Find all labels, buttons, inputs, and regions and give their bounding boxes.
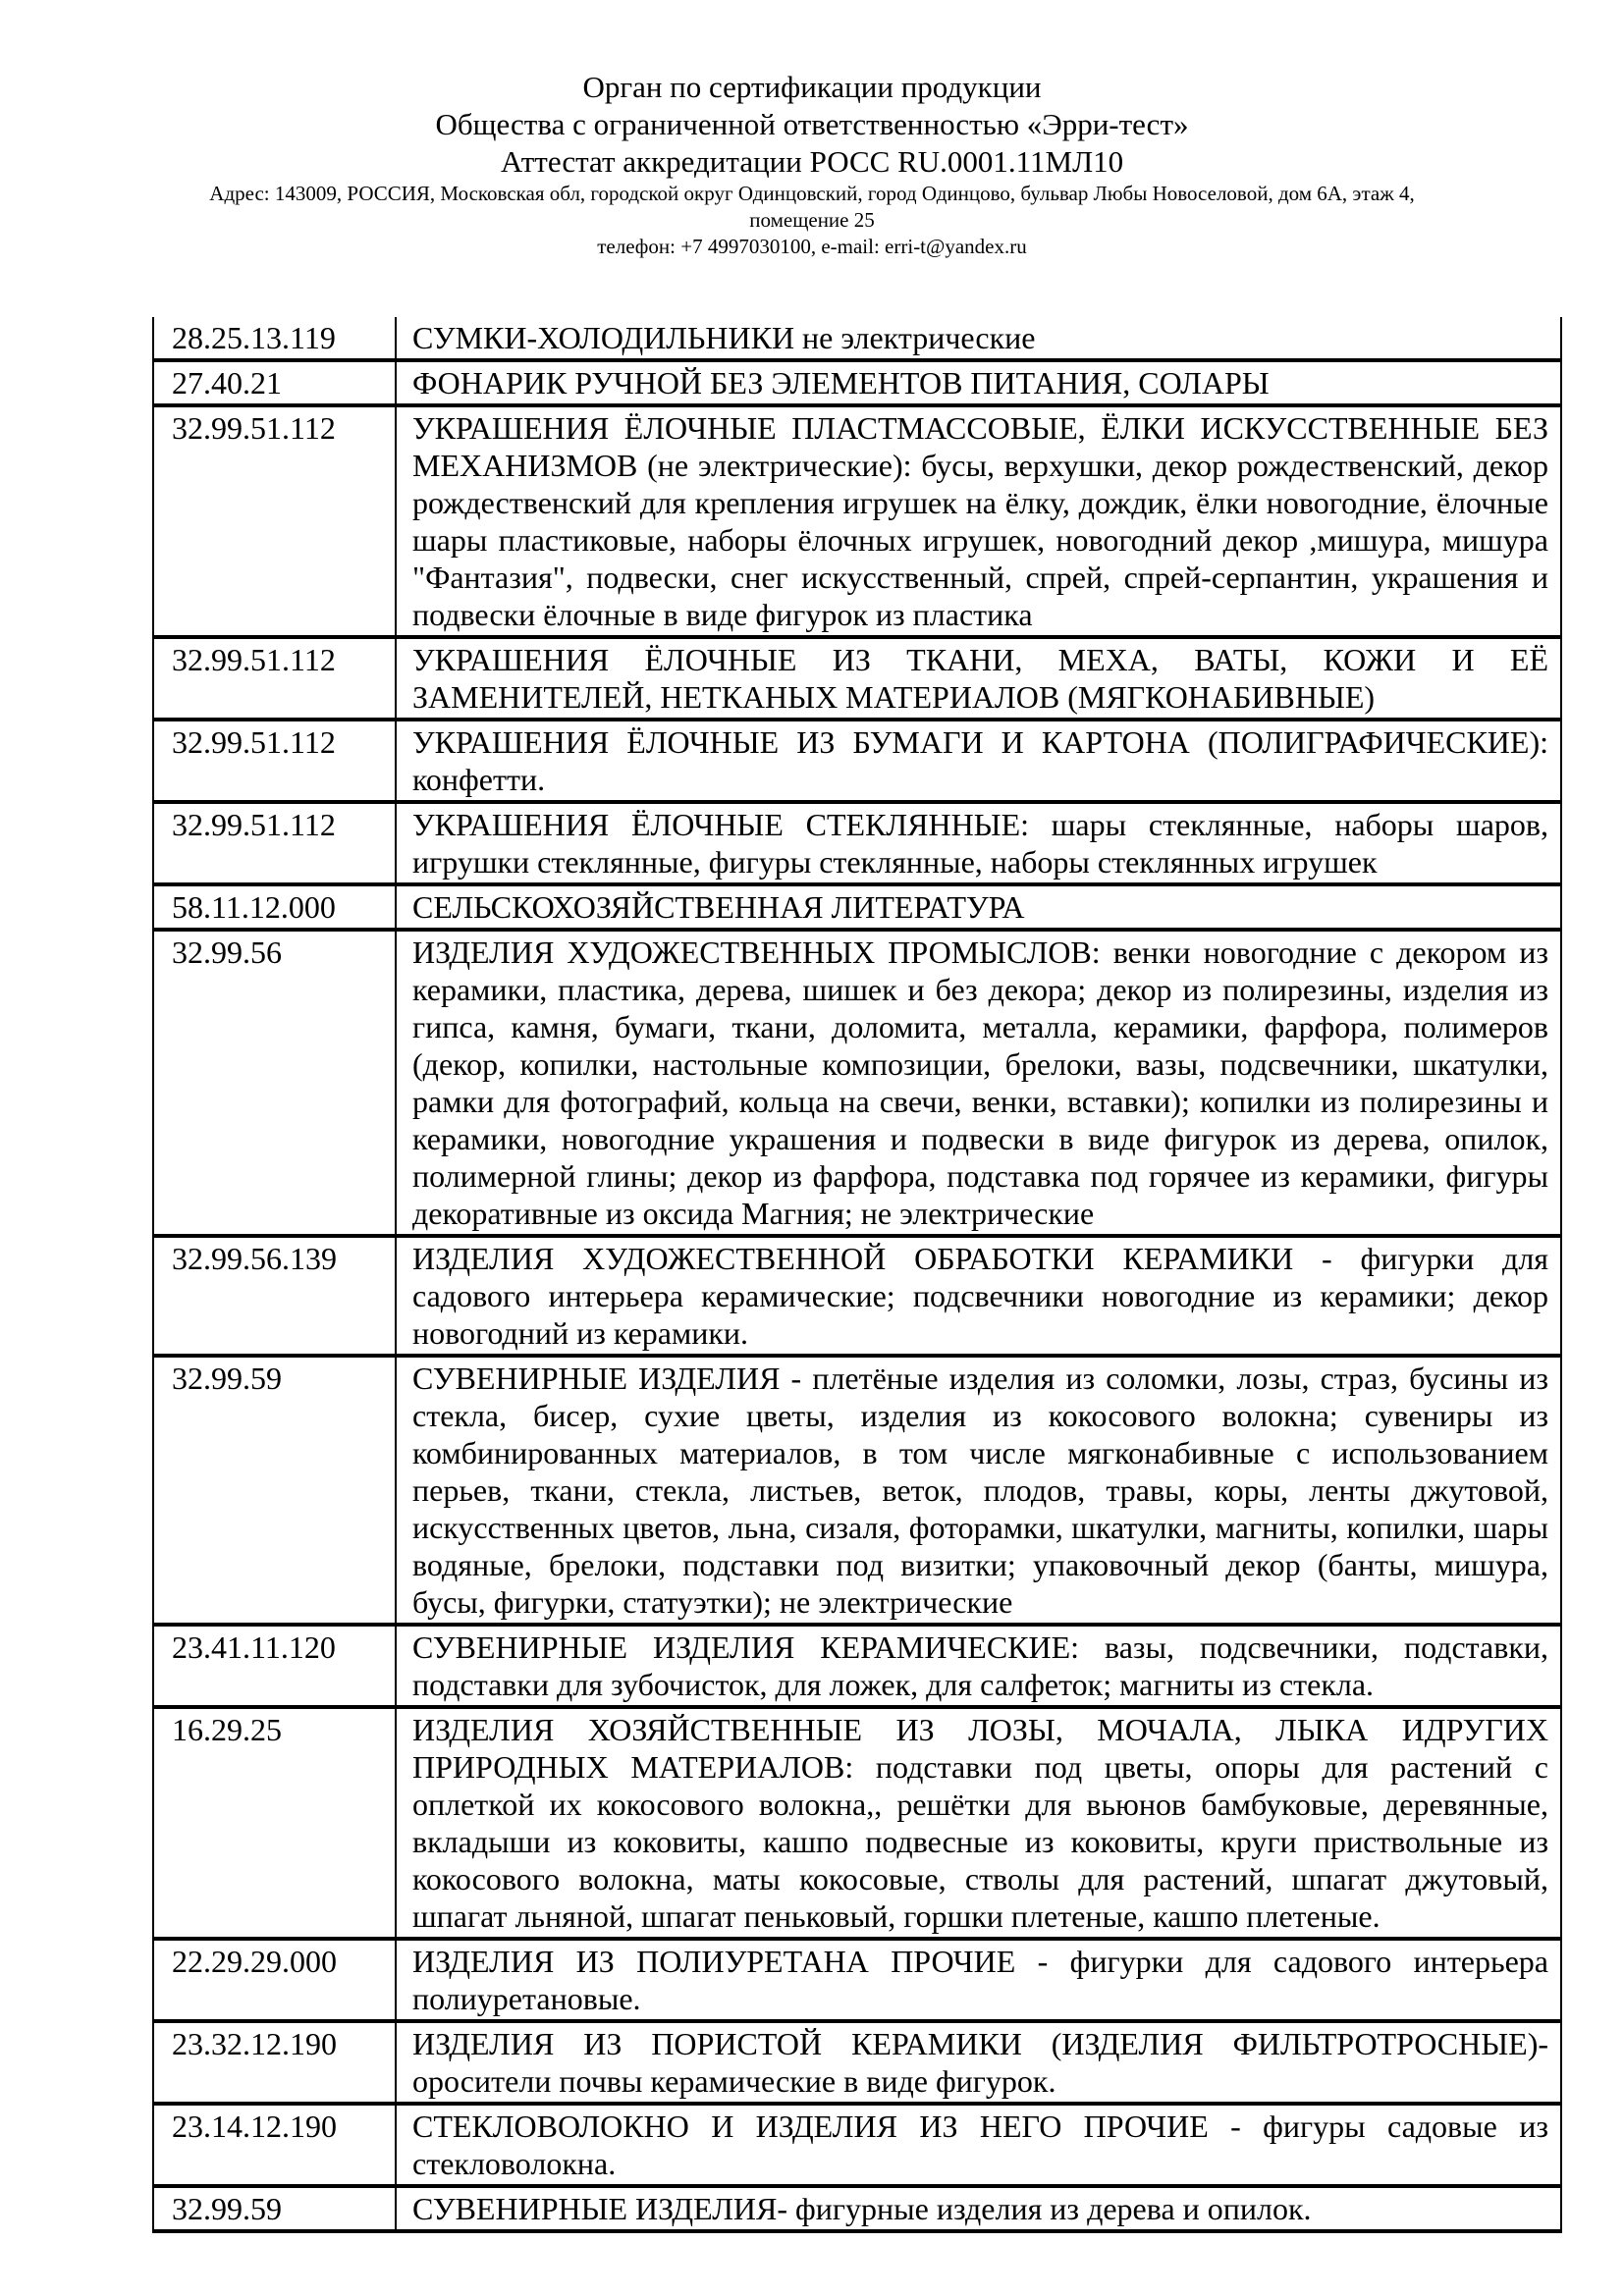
description-cell: УКРАШЕНИЯ ЁЛОЧНЫЕ ПЛАСТМАССОВЫЕ, ЁЛКИ ИСКУССТВЕННЫЕ БЕЗ МЕХАНИЗМОВ (не электрические): бусы, верхушки, декор рождественский, декор рождественский для крепления игрушек на ёлку, дождик, ёлки новогодние, ёлочные шары пластиковые, наборы ёлочных игрушек, новогодний декор ,мишура, мишура "Фантазия", подвески, снег искусственный, спрей, спрей-серпантин, украшения и подвески ёлочные в виде фигурок из пластика — [396, 405, 1561, 637]
address-line1: Адрес: 143009, РОССИЯ, Московская обл, городской округ Одинцовский, город Одинцово, бульвар Любы Новоселовой, дом 6А, этаж 4, — [209, 182, 1415, 205]
description-cell: ИЗДЕЛИЯ ХУДОЖЕСТВЕННОЙ ОБРАБОТКИ КЕРАМИКИ - фигурки для садового интерьера керамические; подсвечники новогодние из керамики; декор новогодний из керамики. — [396, 1236, 1561, 1356]
table-row — [153, 884, 1561, 930]
description-cell: ИЗДЕЛИЯ ХУДОЖЕСТВЕННЫХ ПРОМЫСЛОВ: венки новогодние с декором из керамики, пластика, дерева, шишек и без декора; декор из полирезины, изделия из гипса, камня, бумаги, ткани, доломита, металла, керамики, фарфора, полимеров (декор, копилки, настольные композиции, брелоки, вазы, подсвечники, шкатулки, рамки для фотографий, кольца на свечи, венки, вставки); копилки из полирезины и керамики, новогодние украшения и подвески в виде фигурок из дерева, опилок, полимерной глины; декор из фарфора, подставка под горячее из керамики, фигуры декоративные из оксида Магния; не электрические — [396, 930, 1561, 1236]
description-cell: СУМКИ-ХОЛОДИЛЬНИКИ не электрические — [396, 317, 1561, 360]
table-row — [153, 2104, 1561, 2186]
code-cell: 32.99.56.139 — [153, 1236, 396, 1356]
code-cell: 32.99.51.112 — [153, 802, 396, 884]
description-cell: СУВЕНИРНЫЕ ИЗДЕЛИЯ - плетёные изделия из соломки, лозы, страз, бусины из стекла, бисер, сухие цветы, изделия из кокосового волокна; сувениры из комбинированных материалов, в том числе мягконабивные с использованием перьев, ткани, стекла, листьев, веток, плодов, травы, коры, ленты джутовой, искусственных цветов, льна, сизаля, фоторамки, шкатулки, магниты, копилки, шары водяные, брелоки, подставки под визитки; упаковочный декор (банты, мишура, бусы, фигурки, статуэтки); не электрические — [396, 1356, 1561, 1625]
code-cell: 32.99.51.112 — [153, 405, 396, 637]
table-row — [153, 637, 1561, 720]
code-cell: 28.25.13.119 — [153, 317, 396, 360]
document-header — [0, 0, 1624, 260]
code-cell: 22.29.29.000 — [153, 1939, 396, 2021]
description-cell: СТЕКЛОВОЛОКНО И ИЗДЕЛИЯ ИЗ НЕГО ПРОЧИЕ - фигуры садовые из стекловолокна. — [396, 2104, 1561, 2186]
description-cell: УКРАШЕНИЯ ЁЛОЧНЫЕ ИЗ БУМАГИ И КАРТОНА (ПОЛИГРАФИЧЕСКИЕ): конфетти. — [396, 720, 1561, 802]
description-cell: ИЗДЕЛИЯ ХОЗЯЙСТВЕННЫЕ ИЗ ЛОЗЫ, МОЧАЛА, ЛЫКА ИДРУГИХ ПРИРОДНЫХ МАТЕРИАЛОВ: подставки под цветы, опоры для растений с оплеткой их кокосового волокна,, решётки для вьюнов бамбуковые, деревянные, вкладыши из коковиты, кашпо подвесные из коковиты, круги приствольные из кокосового волокна, маты кокосовые, стволы для растений, шпагат джутовый, шпагат льняной, шпагат пеньковый, горшки плетеные, кашпо плетеные. — [396, 1707, 1561, 1939]
description-cell: СЕЛЬСКОХОЗЯЙСТВЕННАЯ ЛИТЕРАТУРА — [396, 884, 1561, 930]
description-cell: ИЗДЕЛИЯ ИЗ ПОРИСТОЙ КЕРАМИКИ (ИЗДЕЛИЯ ФИЛЬТРОТРОСНЫЕ)- оросители почвы керамические в виде фигурок. — [396, 2021, 1561, 2104]
table-row — [153, 1625, 1561, 1707]
table-row — [153, 1356, 1561, 1625]
address-line2: помещение 25 — [749, 208, 875, 232]
code-cell: 23.41.11.120 — [153, 1625, 396, 1707]
product-codes-table — [152, 317, 1562, 2233]
description-cell: ФОНАРИК РУЧНОЙ БЕЗ ЭЛЕМЕНТОВ ПИТАНИЯ, СОЛАРЫ — [396, 360, 1561, 405]
table-row — [153, 802, 1561, 884]
table-row — [153, 317, 1561, 360]
product-codes-table-body — [153, 317, 1561, 2231]
table-row — [153, 930, 1561, 1236]
table-row — [153, 1707, 1561, 1939]
table-row — [153, 405, 1561, 637]
table-row — [153, 2021, 1561, 2104]
description-cell: СУВЕНИРНЫЕ ИЗДЕЛИЯ КЕРАМИЧЕСКИЕ: вазы, подсвечники, подставки, подставки для зубочисток, для ложек, для салфеток; магниты из стекла. — [396, 1625, 1561, 1707]
accreditation-line: Аттестат аккредитации РОСС RU.0001.11МЛ10 — [500, 144, 1124, 179]
description-cell: ИЗДЕЛИЯ ИЗ ПОЛИУРЕТАНА ПРОЧИЕ - фигурки для садового интерьера полиуретановые. — [396, 1939, 1561, 2021]
table-row — [153, 720, 1561, 802]
description-cell: УКРАШЕНИЯ ЁЛОЧНЫЕ ИЗ ТКАНИ, МЕХА, ВАТЫ, КОЖИ И ЕЁ ЗАМЕНИТЕЛЕЙ, НЕТКАНЫХ МАТЕРИАЛОВ (МЯГКОНАБИВНЫЕ) — [396, 637, 1561, 720]
org-title-line1: Орган по сертификации продукции — [582, 70, 1042, 104]
table-row — [153, 1939, 1561, 2021]
table-row — [153, 2186, 1561, 2231]
code-cell: 32.99.59 — [153, 2186, 396, 2231]
code-cell: 27.40.21 — [153, 360, 396, 405]
description-cell: УКРАШЕНИЯ ЁЛОЧНЫЕ СТЕКЛЯННЫЕ: шары стеклянные, наборы шаров, игрушки стеклянные, фигуры стеклянные, наборы стеклянных игрушек — [396, 802, 1561, 884]
contact-line: телефон: +7 4997030100, e-mail: erri-t@yandex.ru — [597, 235, 1027, 258]
code-cell: 58.11.12.000 — [153, 884, 396, 930]
org-title-line2: Общества с ограниченной ответственностью «Эрри-тест» — [435, 107, 1189, 141]
table-row — [153, 1236, 1561, 1356]
code-cell: 23.14.12.190 — [153, 2104, 396, 2186]
code-cell: 32.99.51.112 — [153, 720, 396, 802]
code-cell: 32.99.51.112 — [153, 637, 396, 720]
table-row — [153, 360, 1561, 405]
code-cell: 23.32.12.190 — [153, 2021, 396, 2104]
code-cell: 16.29.25 — [153, 1707, 396, 1939]
code-cell: 32.99.59 — [153, 1356, 396, 1625]
code-cell: 32.99.56 — [153, 930, 396, 1236]
description-cell: СУВЕНИРНЫЕ ИЗДЕЛИЯ- фигурные изделия из дерева и опилок. — [396, 2186, 1561, 2231]
